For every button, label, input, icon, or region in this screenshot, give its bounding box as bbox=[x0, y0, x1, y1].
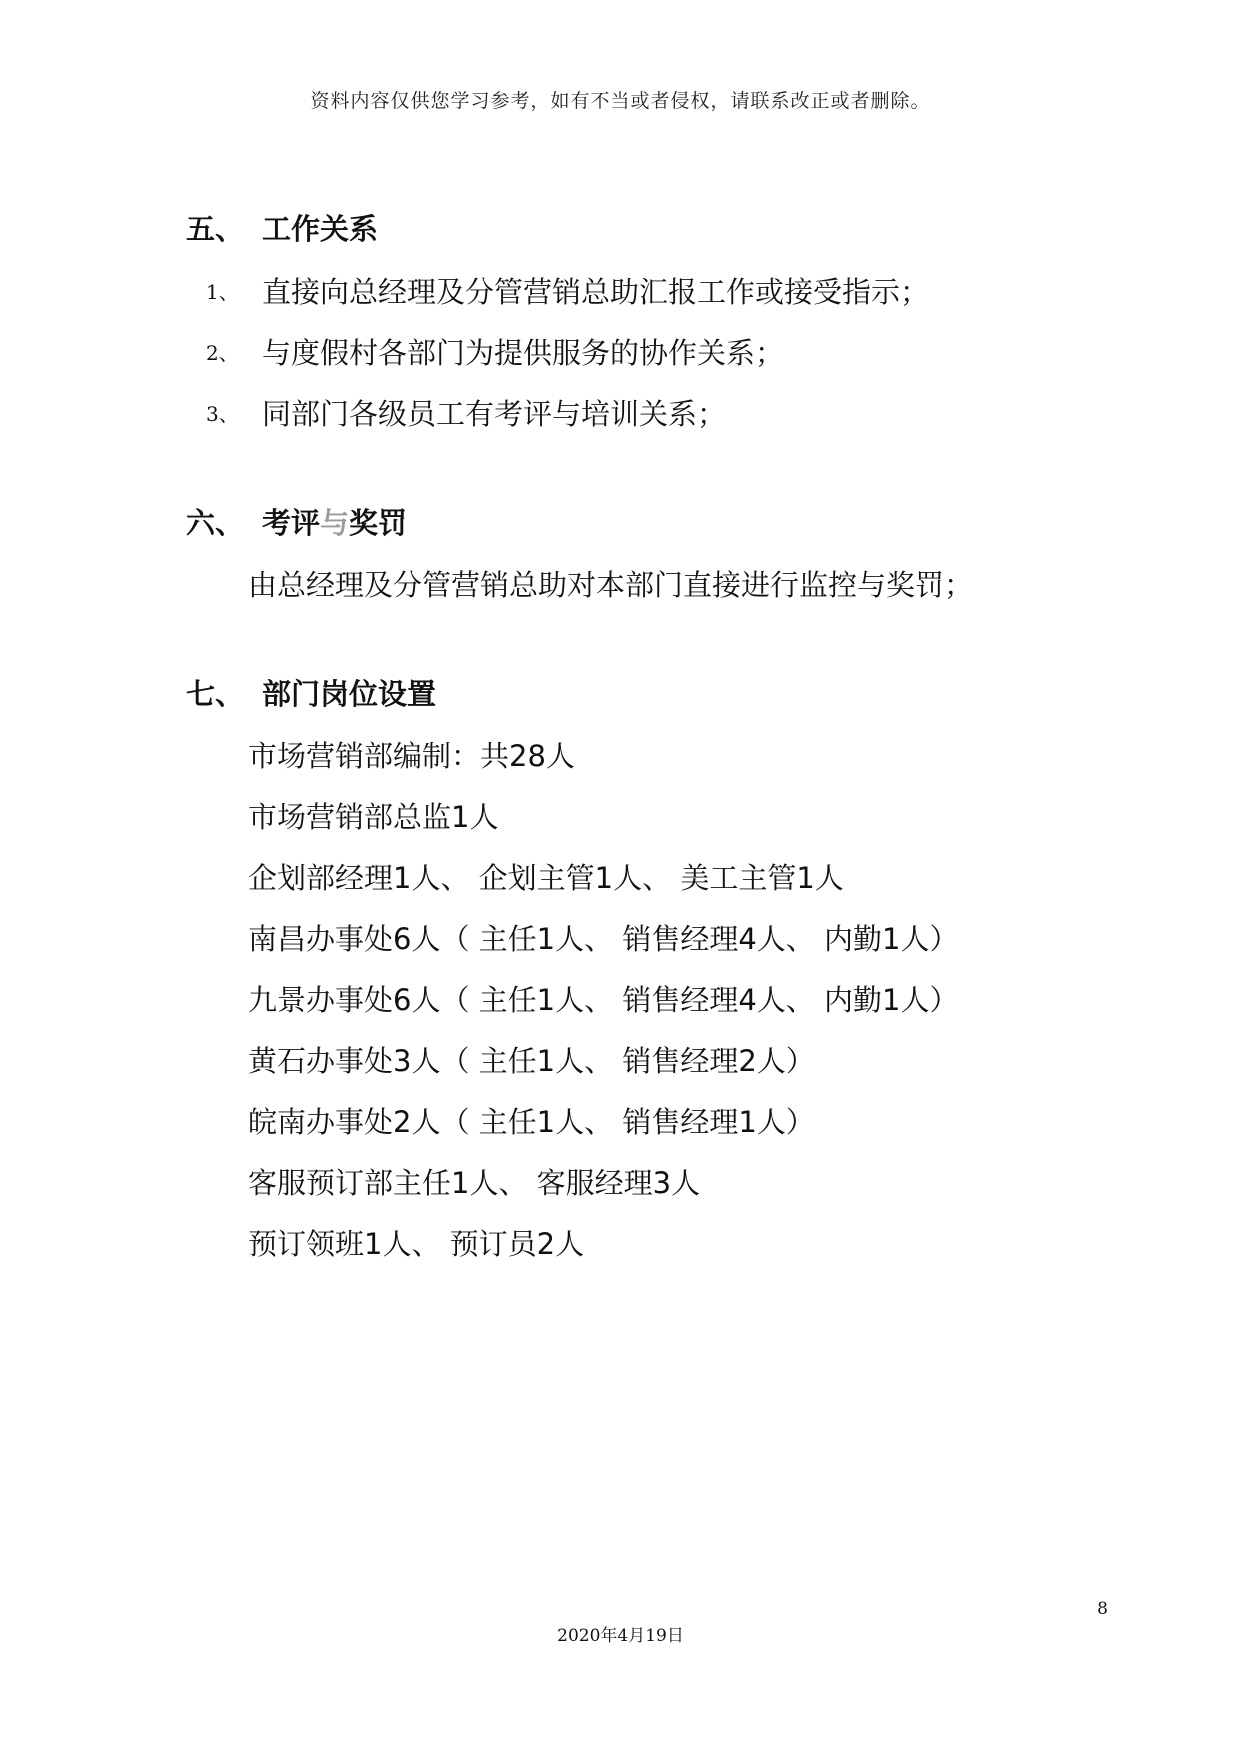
section-title-part: 考评 bbox=[262, 506, 321, 540]
position-line: 皖南办事处2人（ 主任1人、 销售经理1人） bbox=[248, 1105, 815, 1139]
list-item bbox=[206, 331, 784, 372]
section-number: 七、 bbox=[186, 677, 245, 711]
list-item-text: 同部门各级员工有考评与培训关系； bbox=[262, 397, 727, 431]
list-item bbox=[206, 270, 929, 311]
list-item-text: 直接向总经理及分管营销总助汇报工作或接受指示； bbox=[262, 275, 930, 309]
section-heading-positions bbox=[186, 672, 436, 713]
position-line: 黄石办事处3人（ 主任1人、 销售经理2人） bbox=[248, 1044, 815, 1078]
position-line: 市场营销部编制：共28人 bbox=[248, 739, 575, 773]
list-item-index: 2、 bbox=[206, 341, 239, 365]
position-line: 市场营销部总监1人 bbox=[248, 800, 499, 834]
page-number: 8 bbox=[1097, 1599, 1108, 1619]
section-heading-work-relations bbox=[186, 207, 378, 248]
section-heading-evaluation bbox=[186, 501, 407, 542]
position-line: 九景办事处6人（ 主任1人、 销售经理4人、 内勤1人） bbox=[248, 983, 959, 1017]
section-body: 由总经理及分管营销总助对本部门直接进行监控与奖罚； bbox=[248, 568, 974, 602]
section-title-part-highlighted: 与 bbox=[320, 506, 350, 540]
section-title: 工作关系 bbox=[262, 212, 379, 246]
section-number: 六、 bbox=[186, 506, 245, 540]
section-number: 五、 bbox=[186, 212, 245, 246]
position-line: 南昌办事处6人（ 主任1人、 销售经理4人、 内勤1人） bbox=[248, 922, 959, 956]
position-line: 预订领班1人、 预订员2人 bbox=[248, 1227, 585, 1261]
section-title: 部门岗位设置 bbox=[262, 677, 437, 711]
list-item bbox=[206, 392, 726, 433]
footer-date: 2020年4月19日 bbox=[557, 1626, 684, 1646]
list-item-index: 1、 bbox=[206, 280, 239, 304]
list-item-text: 与度假村各部门为提供服务的协作关系； bbox=[262, 336, 785, 370]
header-disclaimer: 资料内容仅供您学习参考，如有不当或者侵权，请联系改正或者删除。 bbox=[310, 90, 931, 112]
section-title-part: 奖罚 bbox=[349, 506, 408, 540]
position-line: 客服预订部主任1人、 客服经理3人 bbox=[248, 1166, 701, 1200]
list-item-index: 3、 bbox=[206, 402, 239, 426]
position-line: 企划部经理1人、 企划主管1人、 美工主管1人 bbox=[248, 861, 844, 895]
